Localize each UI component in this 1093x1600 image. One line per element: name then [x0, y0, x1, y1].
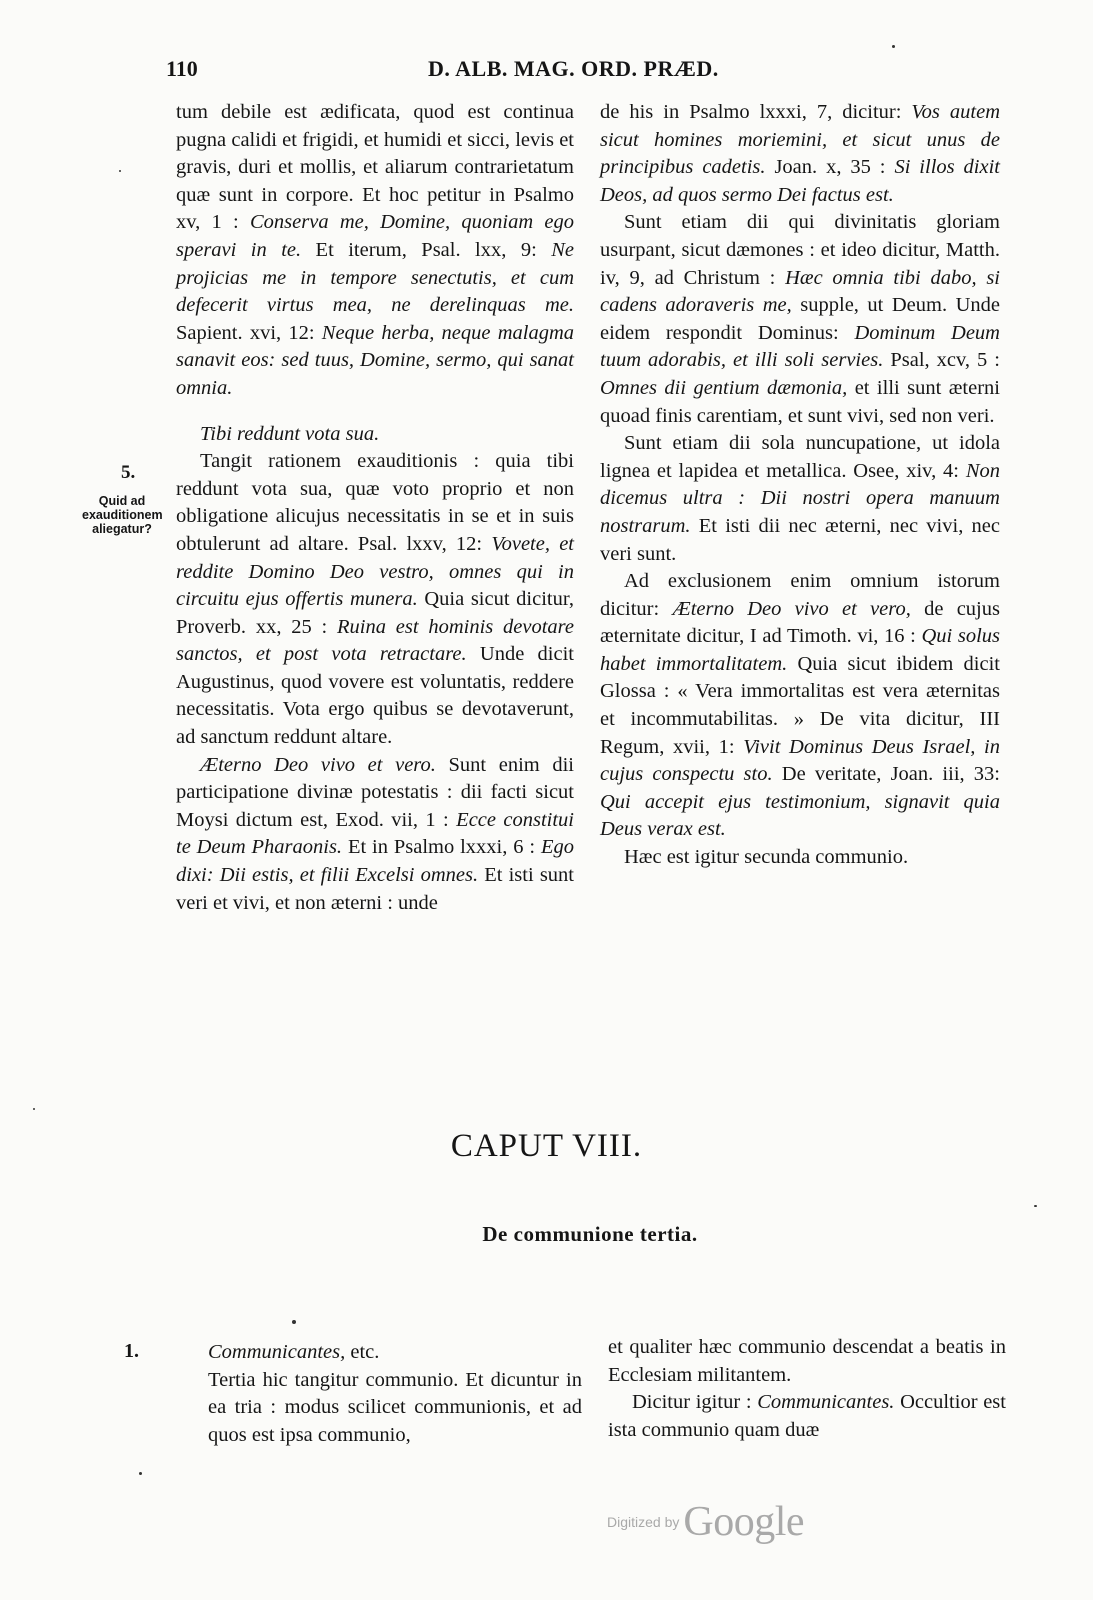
text: et illi sunt æterni quoad finis carentiam, et sunt vivi, sed non veri. [600, 376, 1000, 427]
text: Sunt etiam dii qui divinitatis gloriam usurpant, sicut dæmones : et ideo dicitur, Matth. iv, 9, ad Christum : [600, 211, 1000, 289]
text: Sapient. xvi, 12: [176, 321, 322, 344]
italic-text: Non dicemus ultra : Dii nostri opera manuum nostrarum. [600, 459, 1000, 537]
running-title: D. ALB. MAG. ORD. PRÆD. [428, 56, 719, 81]
left-column [176, 99, 574, 917]
section-left-column [208, 1339, 582, 1449]
text: Quia sicut ibidem dicit Glossa : « Vera immortalitas est vera æternitas et incommutabilitas. » De vita dicitur, III Regum, xvii, 1: [600, 652, 1000, 758]
italic-text: Conserva me, Domine, quoniam ego speravi in te. [176, 211, 574, 261]
italic-text: Si illos dixit Deos, ad quos sermo Dei factus est. [600, 156, 1000, 206]
text: Occultior est ista communio quam duæ [608, 1391, 1006, 1441]
italic-text: Dominum Deum tuum adorabis, et illi soli servies. [600, 321, 1000, 372]
italic-text: Qui solus habet immortalitatem. [600, 625, 1000, 675]
italic-text: Æterno Deo vivo et vero, [672, 597, 911, 620]
text: Et isti sunt veri et vivi, et non æterni : unde [176, 864, 574, 914]
text: Quia sicut dicitur, Proverb. xx, 25 : [176, 588, 574, 638]
text: Tertia hic tangitur communio. Et dicuntur in ea tria : modus scilicet communionis, et ad quos est ipsa communio, [208, 1368, 582, 1446]
digitized-watermark [607, 1498, 804, 1546]
paragraph [600, 844, 1000, 872]
page-number: 110 [166, 56, 198, 81]
italic-text: Communicantes, [208, 1341, 346, 1363]
paragraph [608, 1334, 1006, 1389]
google-logo: Google [683, 1499, 805, 1545]
paragraph [176, 752, 574, 918]
paragraph [600, 99, 1000, 209]
text: Ad exclusionem enim omnium istorum dicitur: [600, 570, 1000, 620]
italic-text: Tibi reddunt vota sua. [200, 422, 380, 445]
italic-text: Ruina est hominis devotare sanctos, et post vota retractare. [176, 615, 575, 666]
paragraph [208, 1339, 582, 1367]
text: supple, ut Deum. Unde eidem respondit Dominus: [600, 294, 1000, 344]
text: tum debile est ædificata, quod est continua pugna calidi et frigidi, et humidi et sicci, levis et gravis, duri et mollis, et aliarum contrarietatum quæ sunt in corpore. Et hoc petitur in Psalmo xv, 1 : [176, 101, 574, 234]
italic-text: Ne projicias me in tempore senectutis, et cum defecerit virtus mea, ne derelinquas me. [176, 238, 574, 317]
italic-text: Communicantes. [757, 1391, 895, 1414]
chapter-subtitle: De communione tertia. [482, 1222, 698, 1246]
italic-text: Ecce constitui te Deum Pharaonis. [176, 808, 575, 859]
text: Et iterum, Psal. lxx, 9: [301, 238, 552, 261]
scan-speck [139, 1472, 142, 1475]
paragraph [600, 209, 1000, 430]
paragraph [208, 1367, 582, 1450]
scan-speck [33, 1108, 35, 1110]
chapter-title: CAPUT VIII. [450, 1128, 643, 1164]
paragraph [608, 1389, 1006, 1444]
scan-speck [1034, 1205, 1037, 1207]
italic-text: Hæc omnia tibi dabo, si cadens adoraveris me, [600, 266, 1000, 317]
section-right-column [608, 1334, 1006, 1444]
text: et qualiter hæc communio descendat a beatis in Ecclesiam militantem. [608, 1336, 1006, 1386]
text: Psal, xcv, 5 : [883, 349, 1000, 372]
text: Et in Psalmo lxxxi, 6 : [342, 836, 541, 859]
scan-speck [292, 1320, 296, 1324]
text: de cujus æternitate dicitur, I ad Timoth. vi, 16 : [600, 597, 1000, 648]
text: Tangit rationem exauditionis : quia tibi reddunt vota sua, quæ voto proprio et non obligatione alicujus necessitatis in se et in suis obtulerunt ad altare. Psal. lxxv, 12: [176, 450, 574, 555]
text: Hæc est igitur secunda communio. [624, 846, 909, 869]
text: De veritate, Joan. iii, 33: [772, 763, 1000, 786]
scan-speck [892, 45, 895, 48]
italic-text: Omnes dii gentium dæmonia, [600, 376, 848, 399]
paragraph [600, 568, 1000, 844]
italic-text: Vivit Dominus Deus Israel, in cujus conspectu sto. [600, 735, 1001, 786]
margin-section-number: 5. [121, 462, 136, 483]
right-column [600, 99, 1000, 872]
paragraph [600, 430, 1000, 568]
italic-text: Qui accepit ejus testimonium, signavit quia Deus verax est. [600, 790, 1000, 841]
text: Sunt etiam dii sola nuncupatione, ut idola lignea et lapidea et metallica. Osee, xiv, 4: [600, 432, 1000, 482]
italic-text: Neque herba, neque malagma sanavit eos: sed tuus, Domine, sermo, qui sanat omnia. [176, 321, 574, 399]
text: Et isti dii nec æterni, nec vivi, nec veri sunt. [600, 514, 1000, 565]
text: Sunt enim dii participatione divinæ potestatis : dii facti sicut Moysi dictum est, Exod. vii, 1 : [176, 753, 574, 831]
italic-text: Vovete, et reddite Domino Deo vestro, omnes qui in circuitu ejus offertis munera. [176, 532, 574, 611]
text: etc. [345, 1341, 380, 1363]
text: Dicitur igitur : [632, 1391, 758, 1414]
italic-text: Ego dixi: Dii estis, et filii Excelsi omnes. [176, 836, 574, 887]
paragraph [176, 448, 574, 752]
italic-text: Vos autem sicut homines moriemini, et sicut unus de principibus cadetis. [600, 101, 1000, 179]
text: Unde dicit Augustinus, quod vovere est voluntatis, reddere necessitatis. Vota ergo quibus se devotaverunt, ad sanctum reddunt altare. [176, 643, 574, 749]
scan-speck [119, 170, 121, 172]
text: de his in Psalmo lxxxi, 7, dicitur: [600, 101, 912, 123]
text: Joan. x, 35 : [765, 156, 895, 179]
watermark-prefix: Digitized by [607, 1514, 680, 1530]
margin-note: Quid ad exauditionem aliegatur? [82, 494, 163, 536]
paragraph [176, 421, 574, 449]
paragraph [176, 99, 574, 403]
section-number: 1. [124, 1340, 139, 1362]
italic-text: Æterno Deo vivo et vero. [200, 753, 436, 776]
running-header [166, 56, 740, 86]
